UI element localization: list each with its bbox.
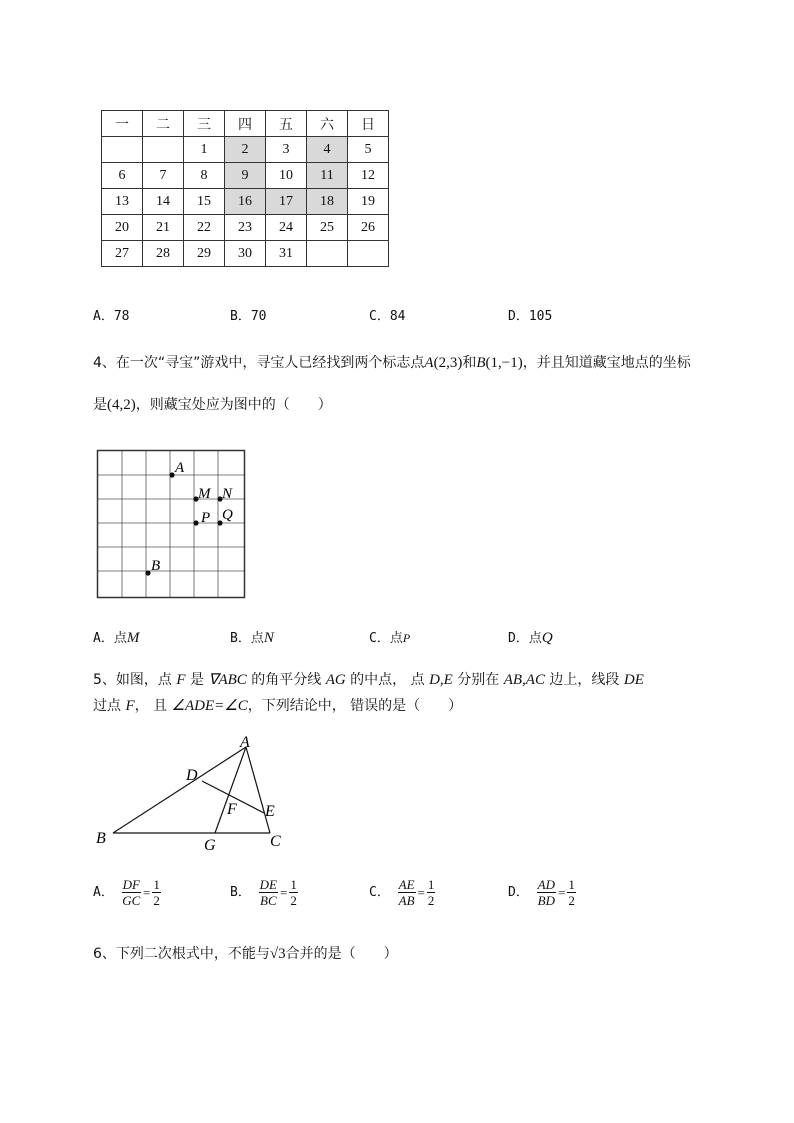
equals-sign: =: [558, 884, 566, 900]
denominator: 2: [153, 893, 160, 908]
math-term: AB,AC: [503, 672, 545, 688]
denominator: 2: [290, 893, 297, 908]
q3-option-d[interactable]: D．105: [508, 309, 553, 324]
calendar-header-cell: 六: [307, 111, 348, 137]
calendar-cell: 14: [143, 189, 184, 215]
grid-label-n: N: [222, 486, 233, 502]
grid-label-q: Q: [222, 507, 233, 523]
q5-question-line1: [93, 669, 644, 689]
question-text: 5、如图，点: [93, 672, 177, 688]
calendar-cell: 26: [348, 215, 389, 241]
calendar-cell: 21: [143, 215, 184, 241]
q3-option-b[interactable]: B．70: [230, 309, 267, 324]
calendar-cell: 15: [184, 189, 225, 215]
calendar-cell: 1: [184, 137, 225, 163]
question-text: ， 且: [134, 698, 172, 714]
calendar-cell: 25: [307, 215, 348, 241]
question-text: ，下列结论中， 错误的是（ ）: [247, 698, 463, 714]
calendar-cell: 5: [348, 137, 389, 163]
tri-label-d: D: [186, 767, 198, 784]
q4-option-a[interactable]: [93, 627, 139, 647]
calendar-table: [101, 110, 389, 267]
question-text: 是: [185, 672, 209, 688]
tri-label-g: G: [204, 837, 216, 854]
numerator: 1: [290, 877, 297, 892]
calendar-cell: 23: [225, 215, 266, 241]
equals-sign: =: [417, 884, 425, 900]
calendar-cell: 8: [184, 163, 225, 189]
math-term: F: [176, 672, 186, 688]
calendar-cell: 24: [266, 215, 307, 241]
tri-label-b: B: [96, 830, 106, 847]
option-prefix: C．: [369, 885, 390, 900]
calendar-cell: 4: [307, 137, 348, 163]
q6-text: 合并的是（ ）: [285, 946, 398, 962]
option-prefix: A．点: [93, 631, 127, 646]
grid-label-b: B: [151, 558, 161, 574]
calendar-cell: 12: [348, 163, 389, 189]
calendar-cell: 20: [102, 215, 143, 241]
q4-text: 4、在一次“寻宝”游戏中，寻宝人已经找到两个标志点: [93, 355, 425, 371]
fraction-rhs: [289, 877, 298, 908]
question-text: 的角平分线: [246, 672, 326, 688]
option-point: P: [402, 631, 411, 645]
calendar-cell: 17: [266, 189, 307, 215]
numerator: 1: [427, 877, 435, 892]
calendar-row: [102, 241, 389, 267]
numerator: AD: [537, 877, 555, 892]
q6-question: [93, 943, 398, 963]
grid-point-b: [145, 570, 150, 575]
equals-sign: =: [143, 884, 151, 900]
q4-option-d[interactable]: [508, 627, 553, 647]
math-term: AG: [325, 672, 346, 688]
calendar-cell: 2: [225, 137, 266, 163]
calendar-cell: 6: [102, 163, 143, 189]
numerator: AE: [398, 877, 415, 892]
fraction-rhs: [427, 877, 436, 908]
calendar-cell: 22: [184, 215, 225, 241]
option-prefix: B．: [230, 885, 251, 900]
denominator: 2: [427, 893, 435, 908]
fraction-lhs: [259, 877, 278, 908]
grid-point-p: [193, 520, 198, 525]
tri-label-c: C: [270, 833, 281, 850]
option-point: N: [263, 630, 274, 646]
q5-question-line2: [93, 695, 462, 715]
calendar-cell: 28: [143, 241, 184, 267]
q4-option-b[interactable]: [230, 627, 274, 647]
grid-point-a: [169, 472, 174, 477]
q5-option-c[interactable]: [369, 877, 435, 908]
denominator: 2: [568, 893, 575, 908]
calendar-cell: 29: [184, 241, 225, 267]
calendar-cell: [307, 241, 348, 267]
calendar-header-cell: 一: [102, 111, 143, 137]
calendar-row: [102, 189, 389, 215]
calendar-header-cell: 二: [143, 111, 184, 137]
math-term: ∇ABC: [208, 672, 247, 688]
question-text: 的中点， 点: [345, 672, 430, 688]
q4-text: ，并且知道藏宝地点的坐标: [522, 355, 691, 371]
fraction-lhs: [122, 877, 141, 908]
option-prefix: D．: [508, 885, 529, 900]
q3-option-c[interactable]: C．84: [369, 309, 406, 324]
calendar-header-cell: 四: [225, 111, 266, 137]
q4-target-coords: (4,2): [107, 397, 136, 413]
denominator: AB: [398, 893, 415, 908]
calendar-header-cell: 三: [184, 111, 225, 137]
grid-label-m: M: [198, 486, 211, 502]
q6-text: 6、下列二次根式中，不能与: [93, 946, 270, 962]
question-text: 分别在: [452, 672, 504, 688]
q5-triangle-figure: [90, 735, 300, 855]
math-term: F: [125, 698, 135, 714]
tri-label-a: A: [240, 735, 250, 751]
calendar-row: [102, 215, 389, 241]
calendar-cell: 16: [225, 189, 266, 215]
fraction-lhs: [398, 877, 416, 908]
q4-point-b-coords: (1,−1): [485, 355, 523, 371]
calendar-cell: [348, 241, 389, 267]
numerator: DE: [259, 877, 277, 892]
calendar-cell: 18: [307, 189, 348, 215]
calendar-cell: 7: [143, 163, 184, 189]
calendar-cell: 10: [266, 163, 307, 189]
numerator: 1: [153, 877, 160, 892]
option-prefix: A．: [93, 885, 114, 900]
equals-sign: =: [280, 884, 288, 900]
calendar-cell: 9: [225, 163, 266, 189]
denominator: BC: [260, 893, 277, 908]
denominator: BD: [537, 893, 555, 908]
calendar-cell: 27: [102, 241, 143, 267]
calendar-cell: [143, 137, 184, 163]
option-prefix: C．点: [369, 631, 403, 646]
q4-question-line1: [93, 352, 691, 372]
calendar-cell: 31: [266, 241, 307, 267]
option-prefix: D．点: [508, 631, 542, 646]
q4-text: 是: [93, 397, 107, 413]
denominator: GC: [122, 893, 141, 908]
calendar-header-row: [102, 111, 389, 137]
calendar-header-cell: 日: [348, 111, 389, 137]
q4-text: 和: [462, 355, 477, 371]
q6-radical: √3: [269, 946, 286, 962]
grid-label-p: P: [201, 510, 211, 526]
calendar-cell: [102, 137, 143, 163]
calendar-cell: 19: [348, 189, 389, 215]
option-point: M: [126, 630, 140, 646]
q4-question-line2: [93, 394, 332, 414]
option-prefix: B．点: [230, 631, 264, 646]
math-term: DE: [623, 672, 644, 688]
fraction-rhs: [567, 877, 576, 908]
q4-point-a: A: [424, 355, 434, 371]
grid-label-a: A: [175, 460, 185, 476]
q4-option-c[interactable]: [369, 627, 410, 646]
tri-label-f: F: [227, 801, 237, 818]
calendar-cell: 3: [266, 137, 307, 163]
q3-option-a[interactable]: A．78: [93, 309, 130, 324]
question-text: 边上，线段: [544, 672, 624, 688]
calendar-row: [102, 137, 389, 163]
q5-option-b[interactable]: [230, 877, 298, 908]
q4-point-a-coords: (2,3): [433, 355, 463, 371]
math-term: ∠ADE=∠C: [171, 698, 248, 714]
calendar-row: [102, 163, 389, 189]
q5-option-a[interactable]: [93, 877, 161, 908]
fraction-lhs: [537, 877, 556, 908]
q4-text: ，则藏宝处应为图中的（ ）: [135, 397, 332, 413]
q5-option-d[interactable]: [508, 877, 576, 908]
calendar-cell: 11: [307, 163, 348, 189]
q4-grid-figure: [96, 449, 248, 601]
fraction-rhs: [152, 877, 161, 908]
numerator: DF: [122, 877, 140, 892]
tri-label-e: E: [265, 803, 275, 820]
calendar-header-cell: 五: [266, 111, 307, 137]
numerator: 1: [568, 877, 575, 892]
calendar-cell: 30: [225, 241, 266, 267]
question-text: 过点: [93, 698, 126, 714]
math-term: D,E: [429, 672, 453, 688]
calendar-cell: 13: [102, 189, 143, 215]
option-point: Q: [541, 630, 553, 646]
q4-point-b: B: [476, 355, 486, 371]
